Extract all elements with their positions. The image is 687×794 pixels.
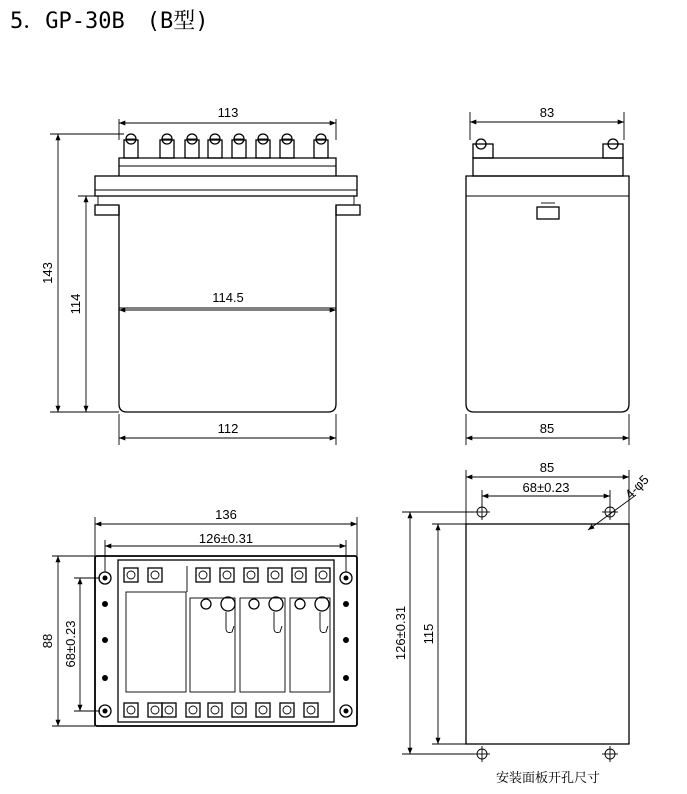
bottom-hole-spacing-label: 126±0.31 [198,531,254,546]
cutout-height-holes-label: 126±0.31 [393,605,408,661]
panel-cutout-view [393,460,652,786]
bottom-view [40,507,357,726]
cutout-width-label: 85 [539,460,555,475]
side-terminals [473,139,623,158]
side-mount-holes [99,572,352,717]
bottom-terminal-row [124,703,318,717]
page-title: 5．GP-30B (B型) [10,9,209,34]
cutout-height-label: 115 [421,623,436,645]
relay-contacts [201,597,329,633]
side-width-bottom-label: 85 [539,421,555,436]
cutout-caption: 安装面板开孔尺寸 [495,771,601,786]
side-width-top-label: 83 [539,105,555,120]
bottom-height-total-label: 88 [40,633,55,649]
front-height-body-label: 114 [68,293,83,315]
front-view [40,105,360,445]
bottom-width-total-label: 136 [215,507,237,522]
cutout-holes-label: 4-φ5 [621,471,652,502]
cutout-holes [474,504,618,762]
cutout-hole-spacing-label: 68±0.23 [522,480,570,495]
front-terminals [124,134,328,158]
front-height-total-label: 143 [40,262,55,284]
front-width-top-label: 113 [217,105,239,120]
top-terminal-row [124,568,330,582]
side-view [466,105,629,445]
bottom-hole-vertical-label: 68±0.23 [63,620,78,668]
front-inner-width-label: 114.5 [212,290,244,305]
front-width-bottom-label: 112 [217,421,239,436]
